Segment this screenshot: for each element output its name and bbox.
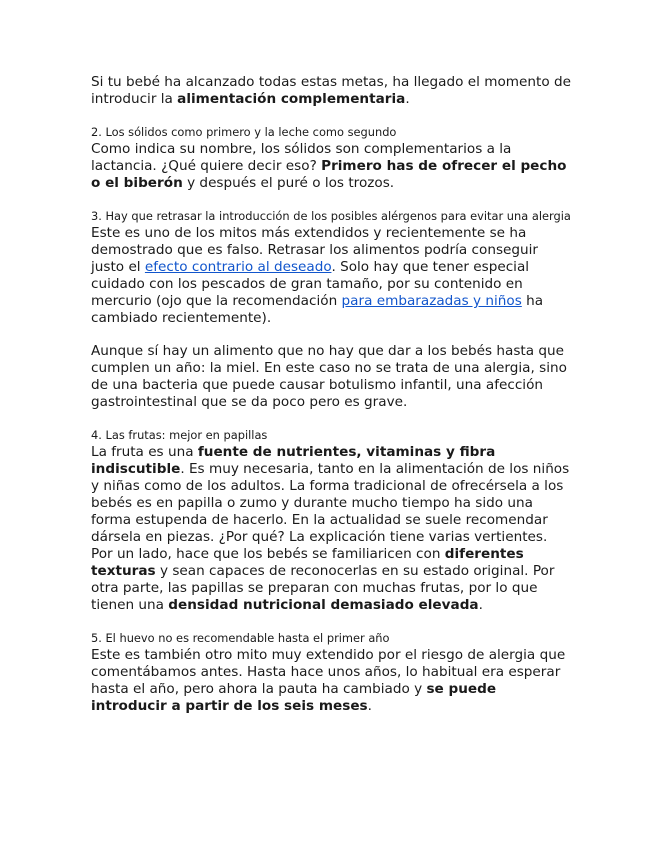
text-run: . (367, 698, 372, 714)
text-run: . Es muy necesaria, tanto en la alimentación de los niños y niñas como de los adultos. La forma tradicional de ofrecérsela a los bebés es en papilla o zumo y durante mucho tiempo ha sido una forma estupenda de hacerlo. En la actualidad se suele recomendar dársela en piezas. ¿Por qué? La explicación tiene varias vertientes. Por un lado, hace que los bebés se familiaricen con (91, 461, 570, 562)
text-run: y sean capaces de reconocerlas en su estado original. Por otra parte, las papillas se preparan con muchas frutas, por lo que tienen una (91, 563, 555, 613)
text-run: Si tu bebé ha alcanzado todas estas metas, ha llegado el momento de introducir la (91, 74, 571, 107)
section-5-paragraph (91, 647, 571, 715)
link-efecto-contrario[interactable]: efecto contrario al deseado (144, 259, 332, 275)
section-heading-5: 5. El huevo no es recomendable hasta el primer año (91, 631, 390, 645)
bold-text: diferentes texturas (91, 546, 524, 579)
text-run: . (405, 91, 410, 107)
text-run: ha cambiado recientemente). (91, 293, 544, 326)
bold-text: alimentación complementaria (177, 91, 406, 107)
section-heading-3: 3. Hay que retrasar la introducción de los posibles alérgenos para evitar una alergia (91, 209, 571, 223)
text-run: . (478, 597, 483, 613)
text-run: . Solo hay que tener especial cuidado con los pescados de gran tamaño, por su contenido en mercurio (ojo que la recomendación (91, 259, 530, 309)
section-3-paragraph (91, 225, 571, 327)
section-3-paragraph-2: Aunque sí hay un alimento que no hay que dar a los bebés hasta que cumplen un año: la miel. En este caso no se trata de una alergia, sino de una bacteria que puede causar botulismo infantil, una afección gastrointestinal que se da poco pero es grave. (91, 343, 567, 410)
section-heading-4: 4. Las frutas: mejor en papillas (91, 428, 268, 442)
section-heading-2: 2. Los sólidos como primero y la leche como segundo (91, 125, 397, 139)
bold-text: Primero has de ofrecer el pecho o el biberón (91, 158, 567, 191)
article-body (91, 74, 571, 715)
text-run: y después el puré o los trozos. (182, 175, 395, 191)
intro-paragraph (91, 74, 571, 108)
text-run: Como indica su nombre, los sólidos son complementarios a la lactancia. ¿Qué quiere decir eso? (91, 141, 512, 174)
link-embarazadas-ninos[interactable]: para embarazadas y niños (341, 293, 522, 309)
bold-text: densidad nutricional demasiado elevada (168, 597, 479, 613)
bold-text: se puede introducir a partir de los seis meses (91, 681, 497, 714)
bold-text: fuente de nutrientes, vitaminas y fibra indiscutible (91, 444, 496, 477)
section-4-paragraph (91, 444, 571, 614)
section-2-paragraph (91, 141, 571, 192)
text-run: Este es también otro mito muy extendido por el riesgo de alergia que comentábamos antes. Hasta hace unos años, lo habitual era esperar hasta el año, pero ahora la pauta ha cambiado y (91, 647, 566, 697)
text-run: Este es uno de los mitos más extendidos y recientemente se ha demostrado que es falso. Retrasar los alimentos podría conseguir justo el (91, 225, 539, 275)
text-run: La fruta es una (91, 444, 198, 460)
